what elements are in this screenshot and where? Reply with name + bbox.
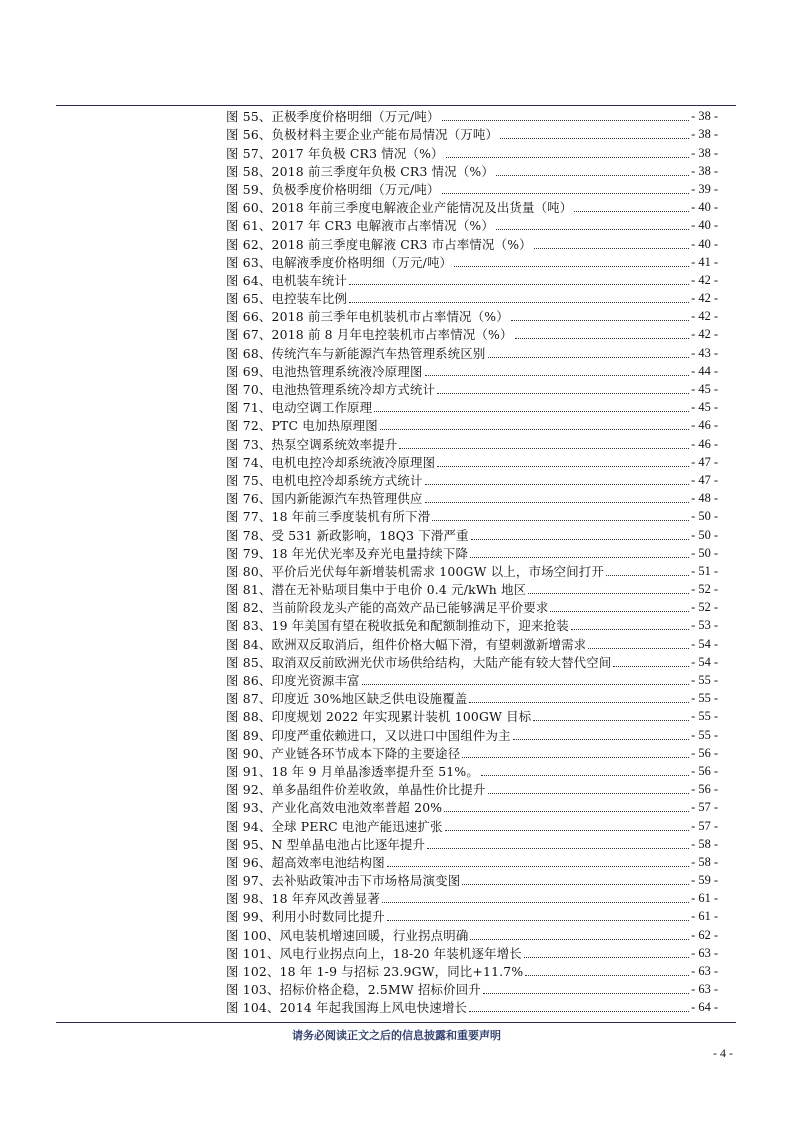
- toc-entry-page: - 61 -: [691, 891, 718, 906]
- toc-entry-page: - 56 -: [691, 745, 718, 760]
- toc-entry-title: 图 88、印度规划 2022 年实现累计装机 100GW 目标: [226, 709, 532, 725]
- toc-entry[interactable]: [226, 706, 718, 724]
- toc-entry-page: - 41 -: [691, 254, 718, 269]
- toc-dot-leader: [444, 810, 689, 812]
- toc-entry-title: 图 77、18 年前三季度装机有所下滑: [226, 509, 431, 525]
- toc-dot-leader: [513, 738, 689, 740]
- toc-entry[interactable]: [226, 379, 718, 397]
- toc-entry-page: - 48 -: [691, 491, 718, 506]
- toc-entry-title: 图 66、2018 前三季年电机装机市占率情况（%）: [226, 309, 509, 325]
- toc-entry[interactable]: [226, 597, 718, 615]
- toc-dot-leader: [437, 392, 689, 394]
- toc-entry[interactable]: [226, 233, 718, 251]
- toc-dot-leader: [496, 228, 689, 230]
- toc-entry-page: - 55 -: [691, 709, 718, 724]
- toc-dot-leader: [524, 956, 689, 958]
- toc-entry[interactable]: [226, 615, 718, 633]
- toc-dot-leader: [387, 865, 689, 867]
- toc-entry-page: - 62 -: [691, 927, 718, 942]
- toc-entry[interactable]: [226, 834, 718, 852]
- footer-rule: [56, 1022, 736, 1023]
- toc-entry-title: 图 103、招标价格企稳，2.5MW 招标价回升: [226, 982, 481, 998]
- toc-entry-page: - 42 -: [691, 272, 718, 287]
- toc-entry[interactable]: [226, 106, 718, 124]
- toc-entry[interactable]: [226, 543, 718, 561]
- toc-entry-page: - 42 -: [691, 309, 718, 324]
- toc-dot-leader: [471, 538, 689, 540]
- toc-entry[interactable]: [226, 524, 718, 542]
- toc-entry[interactable]: [226, 906, 718, 924]
- figure-list: [226, 106, 718, 1015]
- toc-entry[interactable]: [226, 961, 718, 979]
- toc-entry[interactable]: [226, 652, 718, 670]
- toc-entry-title: 图 64、电机装车统计: [226, 272, 348, 288]
- toc-dot-leader: [442, 192, 690, 194]
- toc-entry-title: 图 98、18 年弃风改善显著: [226, 891, 380, 907]
- toc-dot-leader: [432, 519, 689, 521]
- toc-entry-title: 图 83、19 年美国有望在税收抵免和配额制推动下，迎来抢装: [226, 618, 569, 634]
- page-number: - 4 -: [713, 1046, 733, 1060]
- toc-dot-leader: [446, 156, 690, 158]
- toc-entry-page: - 38 -: [691, 109, 718, 124]
- toc-entry-title: 图 68、传统汽车与新能源汽车热管理系统区别: [226, 345, 486, 361]
- toc-dot-leader: [483, 992, 689, 994]
- toc-dot-leader: [613, 665, 689, 667]
- toc-entry[interactable]: [226, 688, 718, 706]
- toc-entry-page: - 40 -: [691, 236, 718, 251]
- toc-entry-title: 图 70、电池热管理系统冷却方式统计: [226, 382, 436, 397]
- toc-entry[interactable]: [226, 870, 718, 888]
- toc-dot-leader: [606, 574, 689, 576]
- toc-entry-title: 图 55、正极季度价格明细（万元/吨）: [226, 109, 440, 125]
- toc-entry-page: - 43 -: [691, 345, 718, 360]
- toc-dot-leader: [533, 719, 689, 721]
- toc-entry[interactable]: [226, 815, 718, 833]
- toc-entry-page: - 42 -: [691, 291, 718, 306]
- toc-entry-page: - 59 -: [691, 873, 718, 888]
- toc-dot-leader: [574, 210, 689, 212]
- toc-entry-title: 图 78、受 531 新政影响，18Q3 下滑严重: [226, 527, 469, 543]
- toc-entry-page: - 51 -: [691, 563, 718, 578]
- toc-entry[interactable]: [226, 288, 718, 306]
- toc-dot-leader: [500, 137, 689, 139]
- toc-entry-title: 图 89、印度严重依赖进口，又以进口中国组件为主: [226, 727, 511, 743]
- toc-dot-leader: [470, 938, 689, 940]
- toc-entry-page: - 38 -: [691, 163, 718, 178]
- toc-entry-title: 图 85、取消双反前欧洲光伏市场供给结构，大陆产能有较大替代空间: [226, 654, 612, 670]
- toc-entry-title: 图 81、潜在无补贴项目集中于电价 0.4 元/kWh 地区: [226, 582, 527, 598]
- toc-dot-leader: [349, 301, 689, 303]
- toc-entry[interactable]: [226, 306, 718, 324]
- toc-entry-title: 图 92、单多晶组件价差收敛，单晶性价比提升: [226, 782, 486, 798]
- toc-entry-page: - 54 -: [691, 654, 718, 669]
- toc-entry-title: 图 84、欧洲双反取消后，组件价格大幅下滑，有望刺激新增需求: [226, 636, 587, 652]
- toc-entry-page: - 45 -: [691, 400, 718, 415]
- toc-entry[interactable]: [226, 561, 718, 579]
- toc-entry-page: - 63 -: [691, 982, 718, 997]
- toc-entry[interactable]: [226, 452, 718, 470]
- toc-entry-title: 图 71、电动空调工作原理: [226, 400, 373, 416]
- toc-entry[interactable]: [226, 488, 718, 506]
- toc-entry-page: - 40 -: [691, 218, 718, 233]
- toc-entry-title: 图 86、印度光资源丰富: [226, 673, 360, 688]
- toc-dot-leader: [481, 774, 689, 776]
- toc-entry-title: 图 100、风电装机增速回暖，行业拐点明确: [226, 927, 469, 943]
- toc-entry-title: 图 91、18 年 9 月单晶渗透率提升至 51%。: [226, 763, 479, 779]
- toc-entry-page: - 55 -: [691, 691, 718, 706]
- toc-dot-leader: [515, 337, 690, 339]
- toc-dot-leader: [387, 919, 689, 921]
- toc-entry[interactable]: [226, 579, 718, 597]
- toc-entry-title: 图 75、电机电控冷却系统方式统计: [226, 472, 423, 488]
- toc-entry[interactable]: [226, 670, 718, 688]
- toc-entry-page: - 58 -: [691, 854, 718, 869]
- toc-dot-leader: [425, 501, 690, 503]
- toc-entry-title: 图 76、国内新能源汽车热管理供应: [226, 491, 423, 507]
- toc-entry-page: - 56 -: [691, 782, 718, 797]
- toc-entry-page: - 47 -: [691, 472, 718, 487]
- toc-entry-page: - 40 -: [691, 200, 718, 215]
- toc-entry-page: - 39 -: [691, 181, 718, 196]
- toc-dot-leader: [588, 647, 689, 649]
- toc-dot-leader: [362, 683, 690, 685]
- toc-dot-leader: [534, 247, 689, 249]
- toc-entry[interactable]: [226, 270, 718, 288]
- toc-entry-page: - 52 -: [691, 600, 718, 615]
- toc-entry-title: 图 102、18 年 1-9 与招标 23.9GW，同比+11.7%: [226, 964, 524, 979]
- toc-entry-title: 图 80、平价后光伏每年新增装机需求 100GW 以上，市场空间打开: [226, 563, 605, 579]
- toc-entry[interactable]: [226, 888, 718, 906]
- toc-entry-title: 图 62、2018 前三季度电解液 CR3 市占率情况（%）: [226, 236, 532, 252]
- toc-entry-page: - 56 -: [691, 763, 718, 778]
- toc-dot-leader: [488, 356, 690, 358]
- toc-entry[interactable]: [226, 124, 718, 142]
- toc-entry-title: 图 99、利用小时数同比提升: [226, 909, 385, 925]
- toc-entry-page: - 64 -: [691, 1000, 718, 1015]
- toc-entry-title: 图 67、2018 前 8 月年电控装机市占率情况（%）: [226, 327, 513, 343]
- toc-entry-page: - 52 -: [691, 582, 718, 597]
- toc-entry[interactable]: [226, 779, 718, 797]
- toc-entry[interactable]: [226, 197, 718, 215]
- toc-dot-leader: [454, 265, 689, 267]
- toc-entry-title: 图 101、风电行业拐点向上，18-20 年装机逐年增长: [226, 945, 522, 961]
- toc-entry[interactable]: [226, 924, 718, 942]
- toc-entry-title: 图 74、电机电控冷却系统液冷原理图: [226, 454, 436, 470]
- toc-entry-page: - 53 -: [691, 618, 718, 633]
- toc-dot-leader: [349, 283, 689, 285]
- toc-dot-leader: [442, 119, 690, 121]
- toc-dot-leader: [550, 610, 689, 612]
- toc-dot-leader: [528, 592, 689, 594]
- toc-entry[interactable]: [226, 415, 718, 433]
- toc-entry[interactable]: [226, 506, 718, 524]
- toc-dot-leader: [525, 974, 689, 976]
- toc-entry-page: - 38 -: [691, 127, 718, 142]
- toc-entry[interactable]: [226, 361, 718, 379]
- toc-entry[interactable]: [226, 743, 718, 761]
- toc-entry-page: - 55 -: [691, 673, 718, 687]
- toc-entry-title: 图 82、当前阶段龙头产能的高效产品已能够满足平价要求: [226, 600, 549, 616]
- toc-dot-leader: [425, 483, 690, 485]
- toc-dot-leader: [469, 701, 689, 703]
- toc-entry[interactable]: [226, 142, 718, 160]
- toc-entry-title: 图 87、印度近 30%地区缺乏供电设施覆盖: [226, 691, 468, 707]
- toc-entry-title: 图 56、负极材料主要企业产能布局情况（万吨）: [226, 127, 499, 143]
- toc-entry-title: 图 72、PTC 电加热原理图: [226, 418, 378, 434]
- toc-entry[interactable]: [226, 252, 718, 270]
- toc-entry-title: 图 96、超高效率电池结构图: [226, 854, 385, 870]
- toc-dot-leader: [571, 628, 689, 630]
- toc-entry-page: - 45 -: [691, 382, 718, 396]
- toc-entry-page: - 54 -: [691, 636, 718, 651]
- toc-entry-title: 图 69、电池热管理系统液冷原理图: [226, 363, 423, 379]
- toc-dot-leader: [496, 174, 689, 176]
- toc-dot-leader: [470, 556, 689, 558]
- toc-dot-leader: [427, 847, 689, 849]
- toc-dot-leader: [425, 374, 690, 376]
- toc-entry-title: 图 95、N 型单晶电池占比逐年提升: [226, 836, 426, 852]
- toc-entry-title: 图 93、产业化高效电池效率普超 20%: [226, 800, 443, 816]
- toc-entry[interactable]: [226, 997, 718, 1015]
- toc-entry[interactable]: [226, 724, 718, 742]
- toc-entry-page: - 57 -: [691, 818, 718, 833]
- toc-entry-title: 图 60、2018 年前三季度电解液企业产能情况及出货量（吨）: [226, 200, 573, 216]
- toc-entry[interactable]: [226, 979, 718, 997]
- toc-entry-title: 图 90、产业链各环节成本下降的主要途径: [226, 745, 461, 761]
- toc-entry-title: 图 63、电解液季度价格明细（万元/吨）: [226, 254, 453, 270]
- footer-disclaimer: 请务必阅读正文之后的信息披露和重要声明: [292, 1029, 501, 1042]
- toc-entry-title: 图 58、2018 前三季度年负极 CR3 情况（%）: [226, 163, 494, 179]
- toc-entry-title: 图 59、负极季度价格明细（万元/吨）: [226, 181, 440, 197]
- toc-entry[interactable]: [226, 761, 718, 779]
- toc-entry[interactable]: [226, 215, 718, 233]
- toc-dot-leader: [469, 1010, 689, 1012]
- toc-entry[interactable]: [226, 161, 718, 179]
- toc-dot-leader: [511, 319, 689, 321]
- toc-entry-page: - 38 -: [691, 145, 718, 160]
- toc-entry-page: - 46 -: [691, 418, 718, 433]
- toc-dot-leader: [374, 410, 689, 412]
- toc-dot-leader: [380, 428, 689, 430]
- toc-dot-leader: [382, 901, 689, 903]
- toc-entry-title: 图 61、2017 年 CR3 电解液市占率情况（%）: [226, 218, 494, 234]
- toc-entry-page: - 46 -: [691, 436, 718, 451]
- toc-entry[interactable]: [226, 852, 718, 870]
- toc-entry-title: 图 97、去补贴政策冲击下市场格局演变图: [226, 873, 461, 889]
- toc-entry-page: - 55 -: [691, 727, 718, 742]
- toc-entry-page: - 50 -: [691, 527, 718, 542]
- toc-entry-page: - 44 -: [691, 363, 718, 378]
- toc-entry-page: - 63 -: [691, 964, 718, 978]
- toc-entry-page: - 63 -: [691, 945, 718, 960]
- toc-entry[interactable]: [226, 433, 718, 451]
- toc-entry-page: - 47 -: [691, 454, 718, 469]
- toc-entry-page: - 50 -: [691, 509, 718, 524]
- toc-dot-leader: [437, 465, 689, 467]
- toc-entry-title: 图 94、全球 PERC 电池产能迅速扩张: [226, 818, 443, 834]
- toc-entry[interactable]: [226, 324, 718, 342]
- toc-entry-title: 图 79、18 年光伏光率及弃光电量持续下降: [226, 545, 469, 561]
- toc-entry-title: 图 73、热泵空调系统效率提升: [226, 436, 398, 452]
- toc-entry[interactable]: [226, 797, 718, 815]
- toc-dot-leader: [462, 883, 689, 885]
- toc-entry-title: 图 65、电控装车比例: [226, 291, 348, 307]
- toc-entry-page: - 42 -: [691, 327, 718, 342]
- toc-entry[interactable]: [226, 633, 718, 651]
- toc-dot-leader: [445, 829, 689, 831]
- toc-entry-page: - 50 -: [691, 545, 718, 560]
- toc-entry[interactable]: [226, 179, 718, 197]
- toc-entry-title: 图 57、2017 年负极 CR3 情况（%）: [226, 145, 444, 161]
- toc-dot-leader: [462, 756, 689, 758]
- toc-entry-title: 图 104、2014 年起我国海上风电快速增长: [226, 1000, 468, 1016]
- toc-entry-page: - 58 -: [691, 836, 718, 851]
- toc-entry[interactable]: [226, 943, 718, 961]
- toc-dot-leader: [488, 792, 690, 794]
- toc-dot-leader: [399, 447, 689, 449]
- toc-entry[interactable]: [226, 470, 718, 488]
- toc-entry-page: - 61 -: [691, 909, 718, 924]
- toc-entry[interactable]: [226, 397, 718, 415]
- toc-entry[interactable]: [226, 342, 718, 360]
- toc-entry-page: - 57 -: [691, 800, 718, 815]
